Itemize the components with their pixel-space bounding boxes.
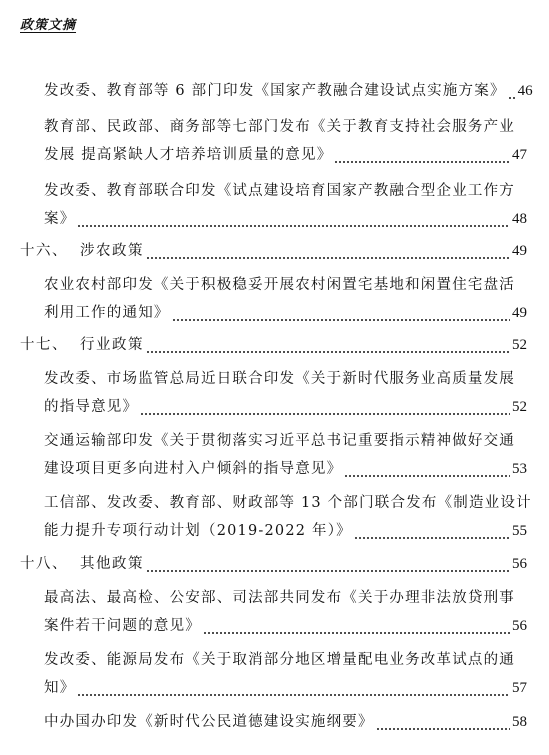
page-header-title: 政策文摘 bbox=[20, 18, 77, 33]
dot-leader bbox=[203, 615, 510, 637]
toc-entry[interactable] bbox=[44, 144, 527, 166]
toc-entry-text: 中办国办印发《新时代公民道德建设实施纲要》 bbox=[44, 714, 374, 730]
toc-entry-text: 建设项目更多向进村入户倾斜的指导意见》 bbox=[44, 461, 343, 477]
toc-entry-page: 57 bbox=[512, 680, 527, 696]
section-title: 其他政策 bbox=[80, 556, 144, 572]
toc-entry[interactable] bbox=[44, 80, 533, 102]
toc-entry-text: 发改委、能源局发布《关于取消部分地区增量配电业务改革试点的通 bbox=[44, 652, 515, 668]
toc-entry-text: 的指导意见》 bbox=[44, 399, 139, 415]
toc-entry-text: 发改委、教育部等 6 部门印发《国家产教融合建设试点实施方案》 bbox=[44, 83, 506, 99]
toc-entry-page: 48 bbox=[512, 211, 527, 227]
toc-entry[interactable] bbox=[44, 396, 527, 418]
dot-leader bbox=[354, 520, 510, 542]
dot-leader bbox=[334, 144, 510, 166]
toc-entry-text: 教育部、民政部、商务部等七部门发布《关于教育支持社会服务产业 bbox=[44, 119, 515, 135]
toc-entry-text: 农业农村部印发《关于积极稳妥开展农村闲置宅基地和闲置住宅盘活 bbox=[44, 277, 515, 293]
section-page: 56 bbox=[512, 556, 527, 572]
toc-entry-text: 最高法、最高检、公安部、司法部共同发布《关于办理非法放贷刑事 bbox=[44, 590, 515, 606]
toc-section[interactable] bbox=[20, 240, 527, 262]
dot-leader bbox=[172, 302, 510, 324]
section-number: 十八、 bbox=[20, 556, 68, 572]
toc-entry-text: 能力提升专项行动计划（2019-2022 年）》 bbox=[44, 523, 352, 539]
toc-entry[interactable] bbox=[44, 458, 527, 480]
toc-entry-page: 53 bbox=[512, 461, 527, 477]
toc-entry-text: 工信部、发改委、教育部、财政部等 13 个部门联合发布《制造业设计 bbox=[44, 495, 532, 511]
toc-entry[interactable] bbox=[44, 302, 527, 324]
toc-entry[interactable] bbox=[44, 520, 527, 542]
toc-entry-line[interactable] bbox=[44, 649, 527, 671]
toc-entry-page: 56 bbox=[512, 618, 527, 634]
toc-entry-page: 52 bbox=[512, 399, 527, 415]
toc-entry-page: 49 bbox=[512, 305, 527, 321]
toc-entry-text: 发改委、教育部联合印发《试点建设培育国家产教融合型企业工作方 bbox=[44, 183, 515, 199]
dot-leader bbox=[77, 208, 510, 230]
toc-entry-text: 知》 bbox=[44, 680, 76, 696]
toc-entry[interactable] bbox=[44, 208, 527, 230]
toc-section[interactable] bbox=[20, 334, 527, 356]
dot-leader bbox=[376, 711, 510, 733]
toc-entry-text: 发展 提高紧缺人才培养培训质量的意见》 bbox=[44, 147, 333, 163]
toc-entry-text: 案》 bbox=[44, 211, 76, 227]
toc-section[interactable] bbox=[20, 553, 527, 575]
dot-leader bbox=[344, 458, 510, 480]
toc-entry-line[interactable] bbox=[44, 180, 527, 202]
toc-entry-line[interactable] bbox=[44, 587, 527, 609]
toc-entry[interactable] bbox=[44, 711, 527, 733]
toc-entry-line[interactable] bbox=[44, 274, 527, 296]
dot-leader bbox=[77, 677, 510, 699]
dot-leader bbox=[146, 240, 510, 262]
toc-entry-page: 58 bbox=[512, 714, 527, 730]
section-title: 行业政策 bbox=[80, 337, 144, 353]
toc-entry-line[interactable] bbox=[44, 116, 527, 138]
toc-entry[interactable] bbox=[44, 615, 527, 637]
toc-entry-line[interactable] bbox=[44, 492, 532, 514]
dot-leader bbox=[140, 396, 510, 418]
toc-entry-text: 利用工作的通知》 bbox=[44, 305, 170, 321]
toc-entry-line[interactable] bbox=[44, 430, 527, 452]
toc-entry-text: 案件若干问题的意见》 bbox=[44, 618, 201, 634]
toc-entry-line[interactable] bbox=[44, 368, 527, 390]
section-number: 十七、 bbox=[20, 337, 68, 353]
dot-leader bbox=[146, 334, 510, 356]
toc-entry-text: 交通运输部印发《关于贯彻落实习近平总书记重要指示精神做好交通 bbox=[44, 433, 515, 449]
section-number: 十六、 bbox=[20, 243, 68, 259]
section-page: 49 bbox=[512, 243, 527, 259]
toc-entry-page: 46 bbox=[517, 83, 533, 99]
section-page: 52 bbox=[512, 337, 527, 353]
section-title: 涉农政策 bbox=[80, 243, 144, 259]
toc-entry-text: 发改委、市场监管总局近日联合印发《关于新时代服务业高质量发展 bbox=[44, 371, 515, 387]
dot-leader bbox=[146, 553, 510, 575]
toc-entry[interactable] bbox=[44, 677, 527, 699]
toc-entry-page: 55 bbox=[512, 523, 527, 539]
toc-entry-page: 47 bbox=[512, 147, 527, 163]
dot-leader bbox=[508, 80, 516, 102]
